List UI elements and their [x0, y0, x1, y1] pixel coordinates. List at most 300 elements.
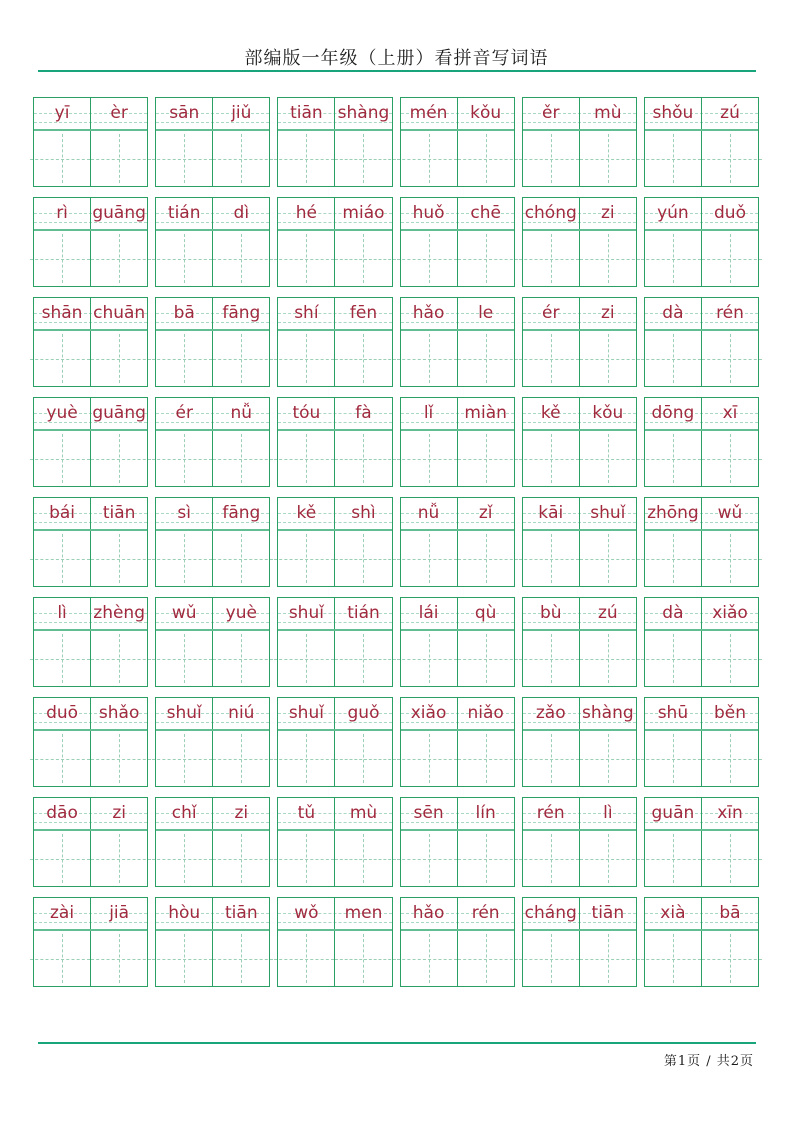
pinyin-text: shuǐ: [166, 702, 202, 723]
pinyin-cell: [212, 298, 269, 329]
pinyin-cell: [90, 198, 147, 229]
pinyin-cell: [34, 198, 90, 229]
pinyin-cell: [701, 698, 758, 729]
pinyin-text: shì: [351, 502, 376, 523]
pinyin-text: men: [344, 902, 383, 923]
writing-line: [401, 731, 514, 786]
word-group: [33, 797, 148, 887]
character-writing-cell: [579, 931, 636, 986]
pinyin-cell: [156, 298, 212, 329]
pinyin-cell: [645, 598, 701, 629]
character-writing-cell: [457, 131, 514, 186]
word-group: [33, 697, 148, 787]
character-writing-cell: [34, 131, 90, 186]
pinyin-cell: [156, 698, 212, 729]
pinyin-cell: [156, 798, 212, 829]
writing-line: [156, 631, 269, 686]
pinyin-cell: [156, 98, 212, 129]
pinyin-cell: [457, 98, 514, 129]
pinyin-text: zi: [112, 802, 126, 823]
pinyin-line: [278, 198, 391, 231]
character-writing-cell: [701, 731, 758, 786]
pinyin-cell: [401, 398, 457, 429]
pinyin-line: [523, 198, 636, 231]
worksheet-row: [33, 197, 759, 287]
character-writing-cell: [334, 631, 391, 686]
word-group: [155, 697, 270, 787]
pinyin-line: [278, 498, 391, 531]
pinyin-cell: [34, 98, 90, 129]
word-group: [400, 897, 515, 987]
pinyin-cell: [34, 698, 90, 729]
pinyin-cell: [579, 498, 636, 529]
pinyin-text: kǒu: [470, 102, 502, 123]
character-writing-cell: [34, 531, 90, 586]
pinyin-line: [401, 898, 514, 931]
word-group: [644, 697, 759, 787]
pinyin-line: [523, 698, 636, 731]
pinyin-cell: [457, 498, 514, 529]
character-writing-cell: [34, 331, 90, 386]
character-writing-cell: [645, 731, 701, 786]
worksheet-row: [33, 697, 759, 787]
pinyin-text: fāng: [222, 502, 261, 523]
writing-line: [34, 931, 147, 986]
pinyin-cell: [645, 698, 701, 729]
pinyin-text: shǒu: [652, 102, 694, 123]
pinyin-text: dì: [233, 202, 250, 223]
pinyin-cell: [90, 798, 147, 829]
character-writing-cell: [579, 731, 636, 786]
character-writing-cell: [523, 931, 579, 986]
character-writing-cell: [457, 831, 514, 886]
pinyin-text: zǎo: [535, 702, 566, 723]
character-writing-cell: [523, 431, 579, 486]
pinyin-text: shuǐ: [288, 602, 324, 623]
pinyin-text: mù: [349, 802, 378, 823]
pinyin-text: bái: [49, 502, 76, 523]
pinyin-line: [34, 398, 147, 431]
word-group: [33, 297, 148, 387]
pinyin-cell: [401, 498, 457, 529]
character-writing-cell: [278, 331, 334, 386]
pinyin-line: [523, 498, 636, 531]
pinyin-text: rén: [471, 902, 500, 923]
word-group: [400, 497, 515, 587]
word-group: [155, 897, 270, 987]
pinyin-text: nǚ: [417, 502, 440, 523]
character-writing-cell: [523, 831, 579, 886]
pinyin-text: zǐ: [478, 502, 493, 523]
worksheet-row: [33, 297, 759, 387]
word-group: [644, 897, 759, 987]
pinyin-text: běn: [713, 702, 747, 723]
pinyin-text: ér: [542, 302, 560, 323]
pinyin-text: rì: [56, 202, 68, 223]
pinyin-cell: [212, 698, 269, 729]
word-group: [644, 197, 759, 287]
worksheet-row: [33, 397, 759, 487]
word-group: [522, 297, 637, 387]
pinyin-line: [645, 198, 758, 231]
pinyin-text: miáo: [342, 202, 385, 223]
character-writing-cell: [212, 131, 269, 186]
pinyin-cell: [457, 398, 514, 429]
character-writing-cell: [212, 931, 269, 986]
pinyin-cell: [334, 198, 391, 229]
character-writing-cell: [156, 531, 212, 586]
pinyin-text: lín: [475, 802, 496, 823]
pinyin-cell: [156, 198, 212, 229]
writing-line: [523, 131, 636, 186]
pinyin-text: dà: [662, 302, 684, 323]
pinyin-cell: [212, 898, 269, 929]
character-writing-cell: [156, 331, 212, 386]
pinyin-text: bā: [173, 302, 195, 323]
pinyin-cell: [579, 198, 636, 229]
character-writing-cell: [90, 931, 147, 986]
character-writing-cell: [156, 231, 212, 286]
pinyin-cell: [278, 598, 334, 629]
character-writing-cell: [212, 231, 269, 286]
pinyin-text: sēn: [413, 802, 444, 823]
writing-line: [523, 631, 636, 686]
character-writing-cell: [701, 131, 758, 186]
pinyin-cell: [523, 498, 579, 529]
pinyin-line: [401, 398, 514, 431]
pinyin-line: [645, 498, 758, 531]
pinyin-cell: [701, 898, 758, 929]
pinyin-line: [34, 698, 147, 731]
word-group: [522, 197, 637, 287]
pinyin-text: chǐ: [171, 802, 197, 823]
pinyin-line: [645, 98, 758, 131]
word-group: [644, 97, 759, 187]
pinyin-text: jiǔ: [231, 102, 252, 123]
character-writing-cell: [34, 831, 90, 886]
character-writing-cell: [334, 831, 391, 886]
pinyin-cell: [579, 398, 636, 429]
character-writing-cell: [212, 831, 269, 886]
pinyin-text: le: [478, 302, 494, 323]
pinyin-cell: [645, 198, 701, 229]
pinyin-text: zhèng: [93, 602, 145, 623]
writing-line: [34, 431, 147, 486]
pinyin-cell: [90, 98, 147, 129]
word-group: [33, 897, 148, 987]
writing-line: [156, 331, 269, 386]
pinyin-line: [34, 198, 147, 231]
word-group: [522, 497, 637, 587]
pinyin-cell: [645, 298, 701, 329]
pinyin-text: kě: [540, 402, 561, 423]
pinyin-cell: [701, 98, 758, 129]
pinyin-cell: [457, 198, 514, 229]
pinyin-line: [278, 398, 391, 431]
character-writing-cell: [579, 231, 636, 286]
pinyin-text: shàng: [337, 102, 390, 123]
pinyin-cell: [701, 298, 758, 329]
pinyin-cell: [523, 798, 579, 829]
pinyin-cell: [156, 598, 212, 629]
pinyin-cell: [334, 898, 391, 929]
pinyin-text: dāo: [46, 802, 78, 823]
pinyin-text: lái: [418, 602, 439, 623]
writing-line: [34, 831, 147, 886]
writing-line: [401, 431, 514, 486]
writing-line: [156, 731, 269, 786]
word-group: [277, 297, 392, 387]
pinyin-word-grid: [33, 97, 759, 987]
pinyin-cell: [278, 498, 334, 529]
pinyin-cell: [401, 598, 457, 629]
writing-line: [278, 831, 391, 886]
pinyin-text: shàng: [582, 702, 634, 723]
character-writing-cell: [701, 931, 758, 986]
character-writing-cell: [34, 731, 90, 786]
pinyin-text: shuǐ: [590, 502, 626, 523]
pinyin-line: [156, 498, 269, 531]
pinyin-text: zi: [601, 302, 615, 323]
word-group: [522, 797, 637, 887]
pinyin-text: mén: [409, 102, 448, 123]
pinyin-cell: [212, 798, 269, 829]
pinyin-cell: [523, 98, 579, 129]
worksheet-row: [33, 597, 759, 687]
writing-line: [34, 631, 147, 686]
pinyin-cell: [401, 98, 457, 129]
pinyin-text: shuǐ: [288, 702, 324, 723]
pinyin-line: [645, 598, 758, 631]
pinyin-cell: [457, 898, 514, 929]
pinyin-line: [156, 298, 269, 331]
header-divider-line: [38, 70, 756, 72]
pinyin-text: kāi: [538, 502, 564, 523]
pinyin-cell: [579, 598, 636, 629]
writing-line: [278, 331, 391, 386]
pinyin-text: duō: [46, 702, 79, 723]
pinyin-cell: [278, 898, 334, 929]
pinyin-text: ér: [175, 402, 193, 423]
pinyin-text: rén: [716, 302, 744, 323]
pinyin-line: [645, 898, 758, 931]
character-writing-cell: [523, 731, 579, 786]
pinyin-line: [523, 98, 636, 131]
pinyin-line: [401, 498, 514, 531]
word-group: [33, 97, 148, 187]
pinyin-cell: [156, 398, 212, 429]
pinyin-line: [156, 798, 269, 831]
pinyin-cell: [90, 398, 147, 429]
character-writing-cell: [278, 431, 334, 486]
word-group: [277, 597, 392, 687]
character-writing-cell: [645, 631, 701, 686]
character-writing-cell: [401, 731, 457, 786]
pinyin-text: tóu: [292, 402, 321, 423]
pinyin-cell: [34, 398, 90, 429]
pinyin-cell: [212, 98, 269, 129]
character-writing-cell: [579, 331, 636, 386]
pinyin-text: miàn: [464, 402, 507, 423]
pinyin-cell: [457, 698, 514, 729]
writing-line: [156, 831, 269, 886]
pinyin-text: hòu: [168, 902, 201, 923]
pinyin-cell: [645, 798, 701, 829]
pinyin-line: [34, 298, 147, 331]
character-writing-cell: [212, 631, 269, 686]
character-writing-cell: [278, 531, 334, 586]
word-group: [644, 497, 759, 587]
pinyin-line: [645, 298, 758, 331]
writing-line: [523, 231, 636, 286]
pinyin-line: [34, 498, 147, 531]
pinyin-text: yī: [54, 102, 70, 123]
pinyin-cell: [90, 498, 147, 529]
pinyin-text: wǔ: [717, 502, 743, 523]
writing-line: [156, 931, 269, 986]
pinyin-line: [401, 98, 514, 131]
character-writing-cell: [457, 231, 514, 286]
pinyin-line: [645, 698, 758, 731]
word-group: [644, 597, 759, 687]
word-group: [155, 397, 270, 487]
writing-line: [401, 231, 514, 286]
pinyin-text: shān: [41, 302, 83, 323]
word-group: [400, 797, 515, 887]
character-writing-cell: [701, 331, 758, 386]
pinyin-text: èr: [110, 102, 128, 123]
character-writing-cell: [457, 331, 514, 386]
writing-line: [645, 831, 758, 886]
pinyin-text: tiān: [591, 902, 625, 923]
character-writing-cell: [401, 631, 457, 686]
character-writing-cell: [278, 731, 334, 786]
character-writing-cell: [334, 231, 391, 286]
pinyin-line: [401, 598, 514, 631]
word-group: [522, 897, 637, 987]
pinyin-text: guāng: [92, 202, 146, 223]
pinyin-line: [523, 598, 636, 631]
character-writing-cell: [523, 531, 579, 586]
character-writing-cell: [34, 631, 90, 686]
pinyin-cell: [579, 298, 636, 329]
character-writing-cell: [156, 731, 212, 786]
character-writing-cell: [90, 631, 147, 686]
character-writing-cell: [457, 931, 514, 986]
character-writing-cell: [579, 531, 636, 586]
pinyin-cell: [523, 298, 579, 329]
character-writing-cell: [645, 831, 701, 886]
character-writing-cell: [401, 931, 457, 986]
character-writing-cell: [334, 931, 391, 986]
pinyin-text: tiān: [290, 102, 323, 123]
pinyin-line: [401, 298, 514, 331]
pinyin-text: yún: [657, 202, 689, 223]
pinyin-text: kě: [296, 502, 317, 523]
pinyin-line: [523, 798, 636, 831]
character-writing-cell: [278, 831, 334, 886]
character-writing-cell: [701, 531, 758, 586]
pinyin-line: [523, 298, 636, 331]
writing-line: [34, 231, 147, 286]
pinyin-cell: [645, 898, 701, 929]
word-group: [400, 97, 515, 187]
pinyin-text: sì: [177, 502, 192, 523]
word-group: [33, 597, 148, 687]
character-writing-cell: [90, 231, 147, 286]
writing-line: [278, 931, 391, 986]
writing-line: [523, 931, 636, 986]
worksheet-row: [33, 897, 759, 987]
pinyin-text: xiǎo: [410, 702, 447, 723]
pinyin-text: ěr: [542, 102, 560, 123]
word-group: [33, 497, 148, 587]
writing-line: [278, 631, 391, 686]
pinyin-text: tiān: [225, 902, 258, 923]
pinyin-cell: [212, 598, 269, 629]
writing-line: [401, 631, 514, 686]
character-writing-cell: [401, 231, 457, 286]
pinyin-cell: [701, 798, 758, 829]
pinyin-cell: [645, 98, 701, 129]
character-writing-cell: [523, 331, 579, 386]
pinyin-text: yuè: [225, 602, 257, 623]
pinyin-line: [34, 98, 147, 131]
writing-line: [645, 431, 758, 486]
character-writing-cell: [90, 531, 147, 586]
character-writing-cell: [334, 731, 391, 786]
writing-line: [523, 331, 636, 386]
pinyin-text: zú: [597, 602, 618, 623]
word-group: [155, 597, 270, 687]
word-group: [644, 297, 759, 387]
pinyin-text: guǒ: [347, 702, 380, 723]
pinyin-text: xiǎo: [712, 602, 748, 623]
writing-line: [278, 531, 391, 586]
writing-line: [34, 531, 147, 586]
word-group: [522, 397, 637, 487]
pinyin-text: tián: [347, 602, 380, 623]
pinyin-cell: [701, 398, 758, 429]
character-writing-cell: [457, 431, 514, 486]
pinyin-line: [278, 598, 391, 631]
worksheet-row: [33, 497, 759, 587]
character-writing-cell: [457, 731, 514, 786]
pinyin-line: [278, 898, 391, 931]
word-group: [277, 897, 392, 987]
pinyin-cell: [401, 898, 457, 929]
character-writing-cell: [645, 531, 701, 586]
pinyin-cell: [34, 498, 90, 529]
pinyin-text: chē: [470, 202, 501, 223]
writing-line: [645, 731, 758, 786]
writing-line: [156, 131, 269, 186]
pinyin-cell: [90, 598, 147, 629]
character-writing-cell: [523, 131, 579, 186]
pinyin-text: chuān: [93, 302, 146, 323]
word-group: [33, 397, 148, 487]
page-number: 第1页 / 共2页: [663, 1054, 754, 1069]
pinyin-cell: [401, 698, 457, 729]
pinyin-cell: [34, 298, 90, 329]
pinyin-text: cháng: [524, 902, 577, 923]
word-group: [277, 497, 392, 587]
character-writing-cell: [156, 631, 212, 686]
character-writing-cell: [212, 531, 269, 586]
pinyin-text: xī: [722, 402, 738, 423]
writing-line: [523, 431, 636, 486]
character-writing-cell: [156, 831, 212, 886]
